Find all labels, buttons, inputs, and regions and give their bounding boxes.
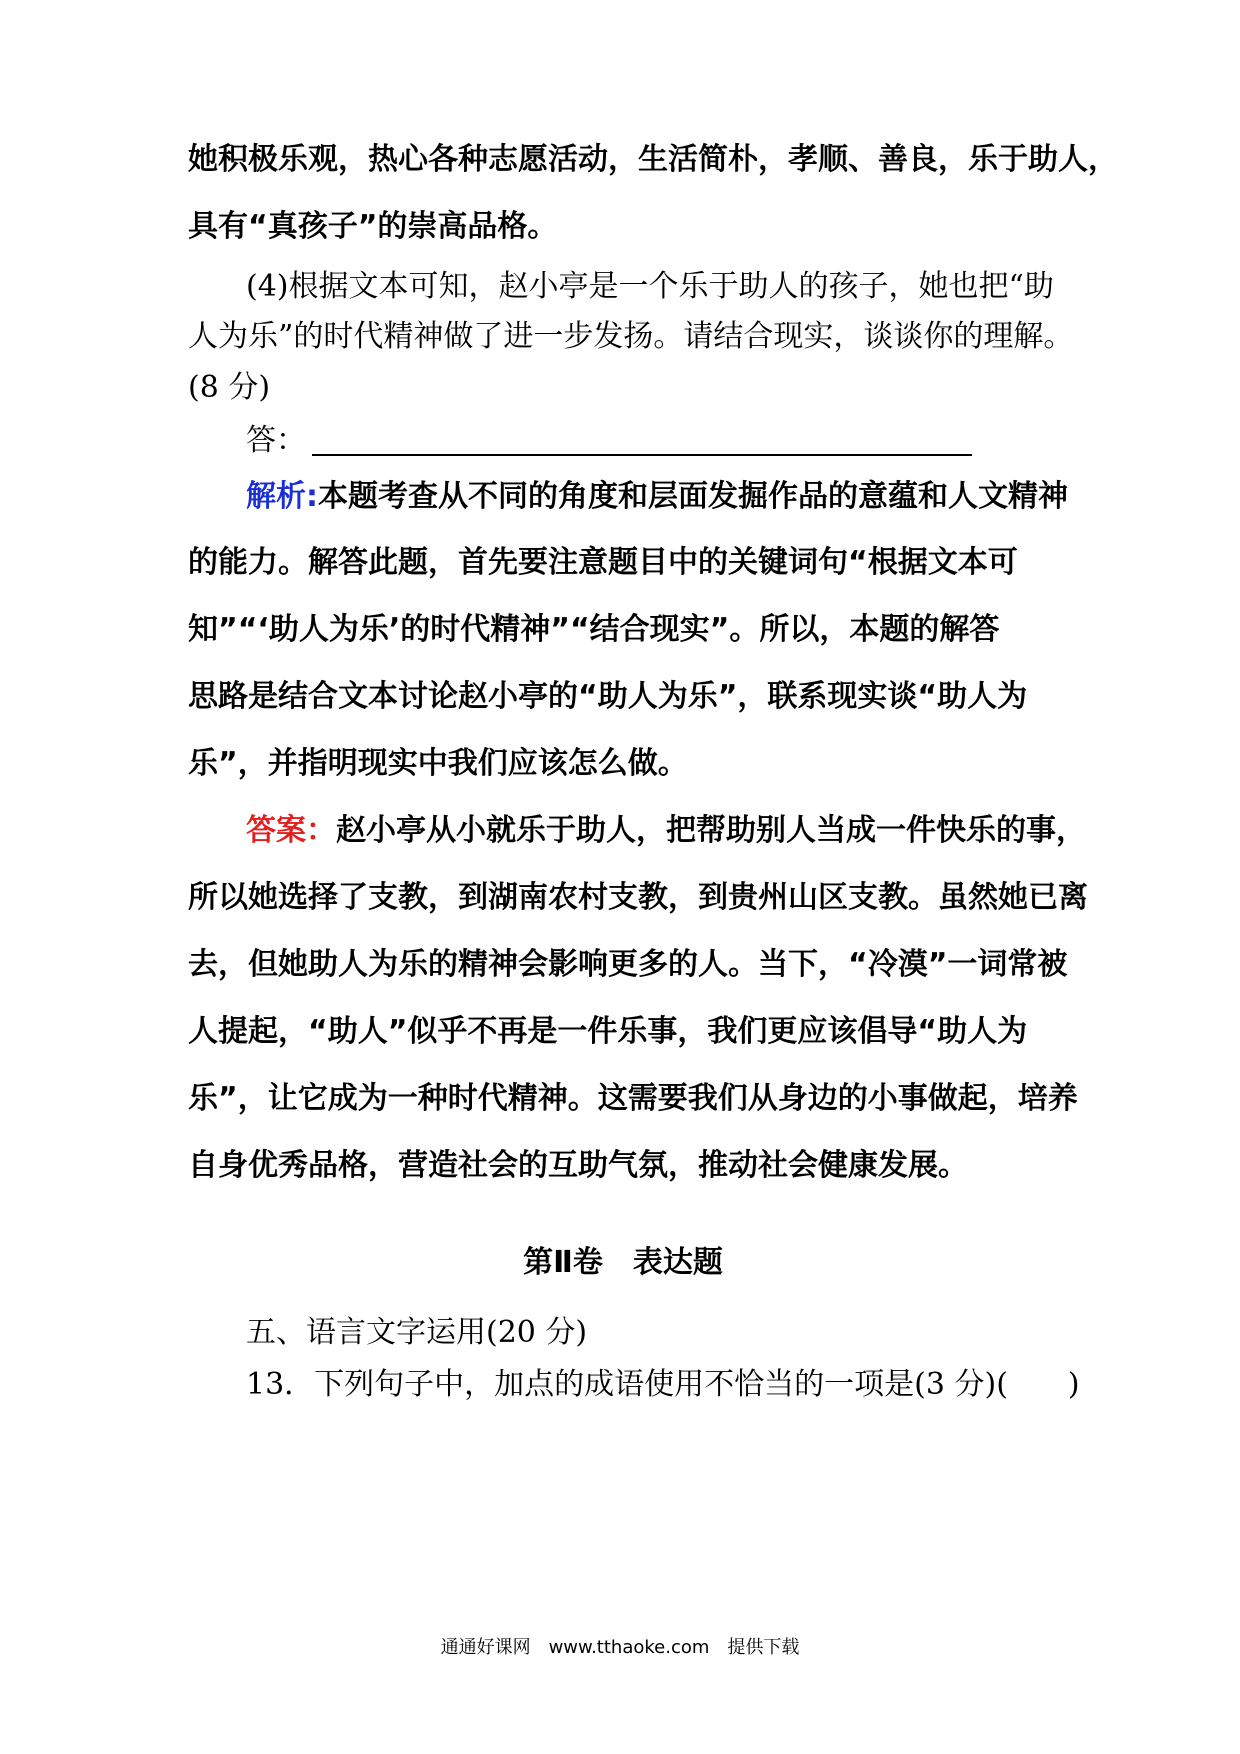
answer-blank-line (312, 424, 972, 456)
analysis-line-3: 知”“‘助人为乐’的时代精神”“结合现实”。所以，本题的解答 (188, 612, 1000, 647)
prev-paragraph-line-1: 她积极乐观，热心各种志愿活动，生活简朴，孝顺、善良，乐于助人， (188, 142, 1118, 177)
answer-row (246, 424, 1058, 456)
answer-prefix: 答： (246, 423, 306, 458)
section-title: 第Ⅱ卷 表达题 (523, 1245, 723, 1280)
analysis-line-2: 的能力。解答此题，首先要注意题目中的关键词句“根据文本可 (188, 545, 1018, 580)
answer-line-5: 乐”，让它成为一种时代精神。这需要我们从身边的小事做起，培养 (188, 1081, 1078, 1116)
analysis-label: 解析: (246, 479, 318, 514)
footer-credit: 通通好课网 www.tthaoke.com 提供下载 (440, 1637, 800, 1658)
answer-text-1: 赵小亭从小就乐于助人，把帮助别人当成一件快乐的事， (336, 813, 1086, 848)
analysis-text-1: 本题考查从不同的角度和层面发掘作品的意蕴和人文精神 (318, 479, 1068, 514)
answer-line-3: 去，但她助人为乐的精神会影响更多的人。当下，“冷漠”一词常被 (188, 947, 1068, 982)
answer-line-2: 所以她选择了支教，到湖南农村支教，到贵州山区支教。虽然她已离 (188, 880, 1088, 915)
answer-line-6: 自身优秀品格，营造社会的互助气氛，推动社会健康发展。 (188, 1148, 968, 1183)
analysis-line-5: 乐”，并指明现实中我们应该怎么做。 (188, 746, 688, 781)
question-4-line-1: (4)根据文本可知，赵小亭是一个乐于助人的孩子，她也把“助 (246, 269, 1054, 304)
answer-label: 答案： (246, 813, 336, 848)
answer-line-4: 人提起，“助人”似乎不再是一件乐事，我们更应该倡导“助人为 (188, 1014, 1028, 1049)
answer-line-1 (246, 813, 1086, 848)
analysis-line-1 (246, 479, 1068, 514)
question-13: 13．下列句子中，加点的成语使用不恰当的一项是(3 分)( ) (246, 1367, 1080, 1402)
question-4-line-2: 人为乐”的时代精神做了进一步发扬。请结合现实，谈谈你的理解。 (188, 319, 1074, 354)
question-4-score: (8 分) (188, 370, 271, 405)
analysis-line-4: 思路是结合文本讨论赵小亭的“助人为乐”，联系现实谈“助人为 (188, 679, 1028, 714)
part-heading: 五、语言文字运用(20 分) (246, 1315, 588, 1350)
prev-paragraph-line-2: 具有“真孩子”的崇高品格。 (188, 209, 558, 244)
